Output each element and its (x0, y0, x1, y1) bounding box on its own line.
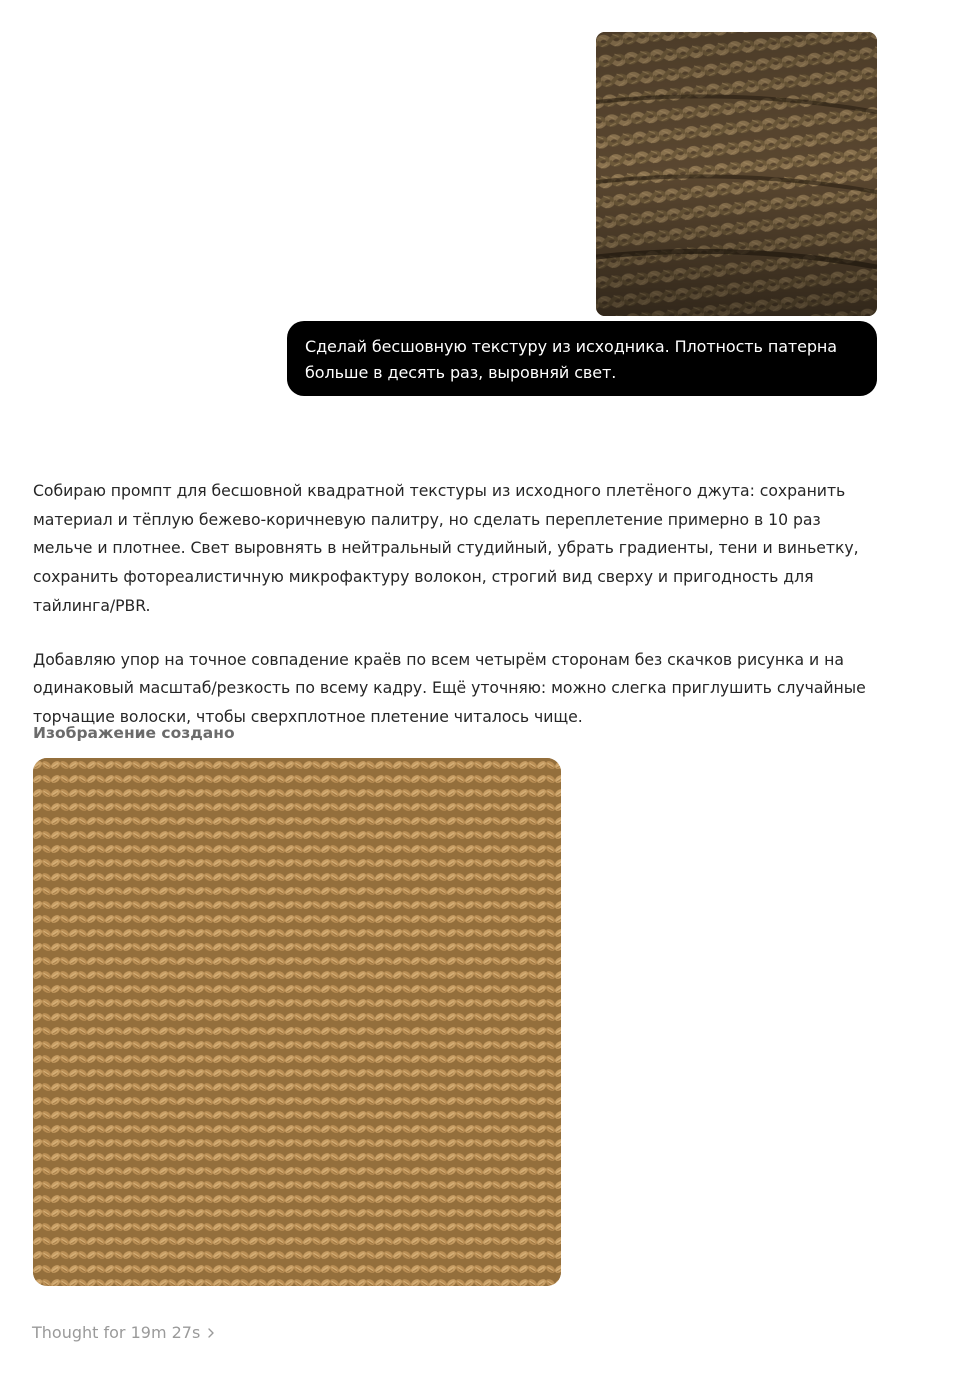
user-message-text: Сделай бесшовную текстуру из исходника. Плотность патерна больше в десять раз, выровняй свет. (305, 337, 837, 382)
assistant-message (33, 477, 883, 732)
generated-image[interactable] (33, 758, 561, 1286)
chevron-right-icon (206, 1326, 216, 1340)
assistant-paragraph: Добавляю упор на точное совпадение краёв по всем четырём сторонам без скачков рисунка и на одинаковый масштаб/резкость по всему кадру. Ещё уточняю: можно слегка приглушить случайные торчащие волоски, чтобы сверхплотное плетение читалось чище. (33, 649, 866, 726)
seamless-jute-texture (33, 758, 561, 1286)
assistant-paragraph: Собираю промпт для бесшовной квадратной текстуры из исходного плетёного джута: сохранить материал и тёплую бежево-коричневую палитру, но сделать переплетение примерно в 10 раз мельче и плотнее. Свет выровнять в нейтральный студийный, убрать градиенты, тени и виньетку, сохранить фотореалистичную микрофактуру волокон, строгий вид сверху и пригодность для тайлинга/PBR. (33, 481, 859, 615)
thought-toggle[interactable] (32, 1323, 216, 1342)
thought-label: Thought for 19m 27s (32, 1323, 201, 1342)
jute-braid-photo (596, 32, 877, 316)
uploaded-image[interactable] (596, 32, 877, 316)
image-created-label: Изображение создано (33, 724, 235, 742)
user-message-bubble (287, 321, 877, 396)
